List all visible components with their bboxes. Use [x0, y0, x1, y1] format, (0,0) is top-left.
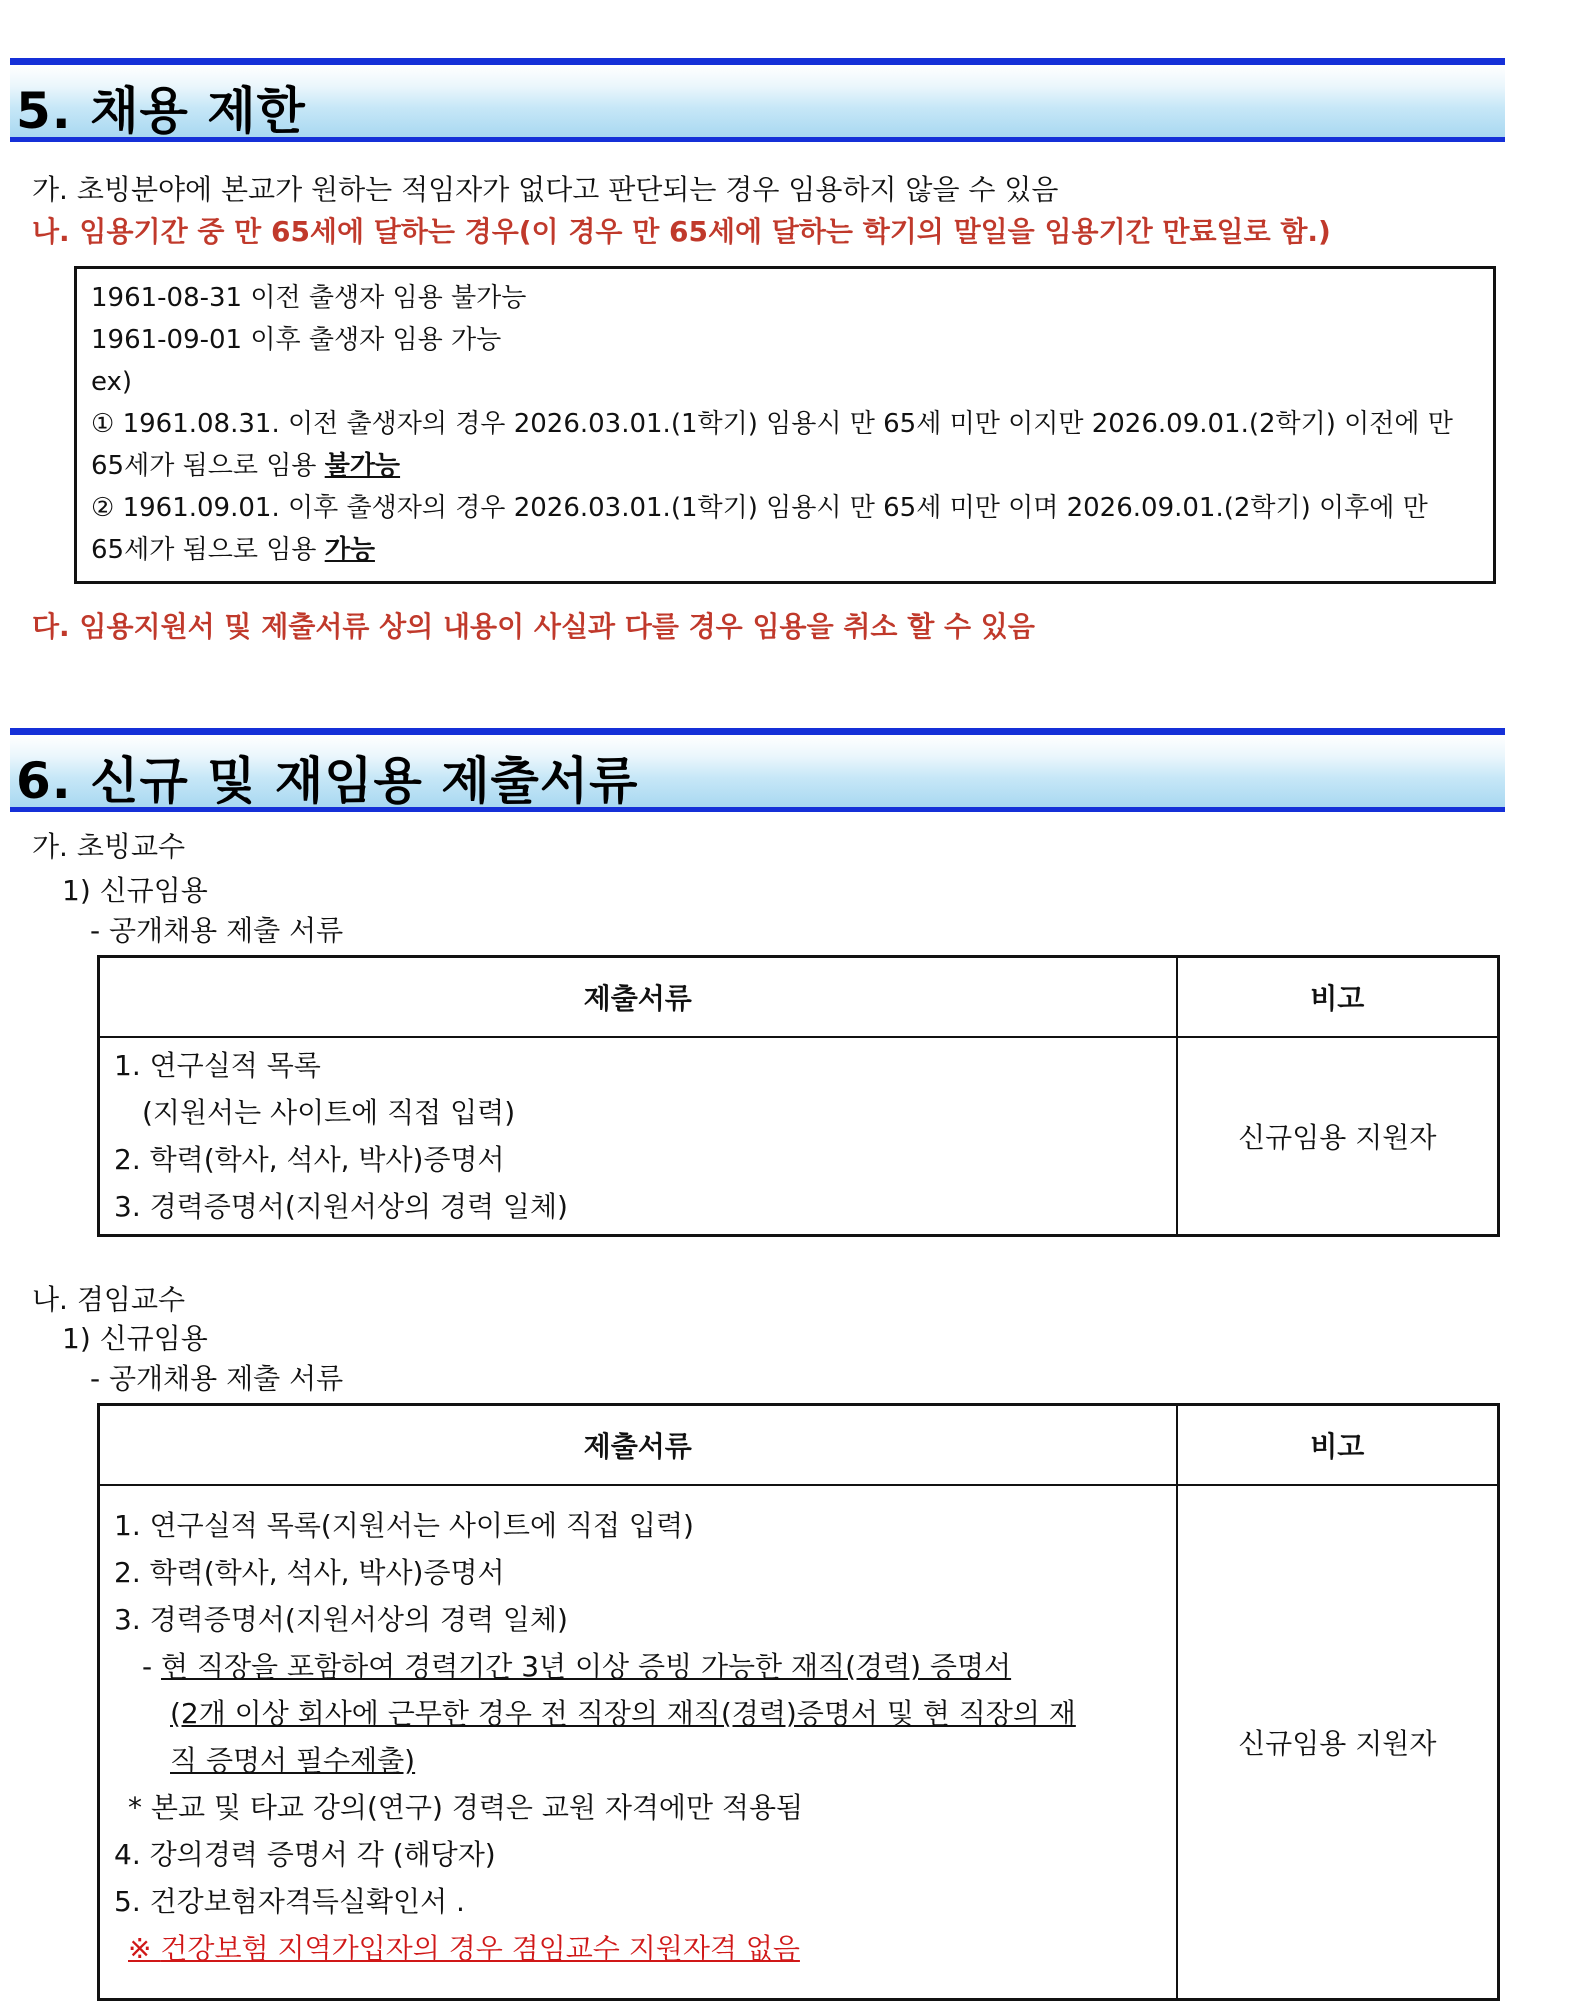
section-5-title: 5. 채용 제한: [16, 82, 306, 140]
example-2-result: 가능: [324, 535, 375, 565]
age-rule-box: [74, 266, 1496, 584]
example-1-line-a: ① 1961.08.31. 이전 출생자의 경우 2026.03.01.(1학기) 임용시 만 65세 미만 이지만 2026.09.01.(2학기) 이전에 만: [91, 409, 1453, 439]
rule-line-1: 1961-08-31 이전 출생자 임용 불가능: [91, 283, 527, 313]
example-1-result: 불가능: [324, 451, 401, 481]
documents-table-adjunct: [97, 1403, 1500, 2001]
doc-item: 5. 건강보험자격득실확인서 .: [114, 1885, 465, 1918]
doc-warning: ※ 건강보험 지역가입자의 경우 겸임교수 지원자격 없음: [128, 1932, 800, 1965]
section-6-title: 6. 신규 및 재임용 제출서류: [16, 752, 639, 810]
rule-line-2: 1961-09-01 이후 출생자 임용 가능: [91, 325, 502, 355]
section-6-header: [10, 728, 1505, 812]
table-header-note: 비고: [1177, 957, 1499, 1038]
restriction-item-na: 나. 임용기간 중 만 65세에 달하는 경우(이 경우 만 65세에 달하는 학기의 말일을 임용기간 만료일로 함.): [32, 215, 1331, 248]
restriction-item-ga: 가. 초빙분야에 본교가 원하는 적임자가 없다고 판단되는 경우 임용하지 않을 수 있음: [32, 173, 1059, 206]
restriction-item-da: 다. 임용지원서 및 제출서류 상의 내용이 사실과 다를 경우 임용을 취소 할 수 있음: [32, 610, 1035, 643]
doc-footnote: * 본교 및 타교 강의(연구) 경력은 교원 자격에만 적용됨: [128, 1791, 804, 1824]
subsection-na-subsub: - 공개채용 제출 서류: [90, 1362, 344, 1395]
note-cell: 신규임용 지원자: [1177, 1485, 1499, 1999]
doc-item: 1. 연구실적 목록(지원서는 사이트에 직접 입력): [114, 1509, 694, 1542]
subsection-na-sub: 1) 신규임용: [62, 1322, 208, 1355]
documents-list-cell: [99, 1037, 1177, 1235]
subsection-na-heading: 나. 겸임교수: [32, 1283, 186, 1316]
documents-table-visiting: [97, 955, 1500, 1237]
doc-item: 3. 경력증명서(지원서상의 경력 일체): [114, 1190, 568, 1223]
table-header-documents: 제출서류: [99, 1405, 1177, 1486]
example-2-line-b: 65세가 됨으로 임용 가능: [91, 535, 375, 565]
rule-line-ex: ex): [91, 367, 133, 397]
doc-subitem: 직 증명서 필수제출): [170, 1744, 416, 1777]
table-header-note: 비고: [1177, 1405, 1499, 1486]
note-cell: 신규임용 지원자: [1177, 1037, 1499, 1235]
doc-item: 1. 연구실적 목록: [114, 1049, 321, 1082]
doc-item: 3. 경력증명서(지원서상의 경력 일체): [114, 1603, 568, 1636]
section-5-header: [10, 58, 1505, 142]
subsection-ga-subsub: - 공개채용 제출 서류: [90, 914, 344, 947]
subsection-ga-sub: 1) 신규임용: [62, 874, 208, 907]
doc-subitem: (2개 이상 회사에 근무한 경우 전 직장의 재직(경력)증명서 및 현 직장의 재: [170, 1697, 1076, 1730]
doc-item: 4. 강의경력 증명서 각 (해당자): [114, 1838, 496, 1871]
doc-item: 2. 학력(학사, 석사, 박사)증명서: [114, 1556, 505, 1589]
table-header-documents: 제출서류: [99, 957, 1177, 1038]
subsection-ga-heading: 가. 초빙교수: [32, 830, 186, 863]
doc-item: (지원서는 사이트에 직접 입력): [142, 1096, 516, 1129]
example-1-line-b: 65세가 됨으로 임용 불가능: [91, 451, 401, 481]
doc-subitem: - 현 직장을 포함하여 경력기간 3년 이상 증빙 가능한 재직(경력) 증명서: [142, 1650, 1012, 1683]
example-2-line-a: ② 1961.09.01. 이후 출생자의 경우 2026.03.01.(1학기) 임용시 만 65세 미만 이며 2026.09.01.(2학기) 이후에 만: [91, 493, 1428, 523]
documents-list-cell: [99, 1485, 1177, 1999]
doc-item: 2. 학력(학사, 석사, 박사)증명서: [114, 1143, 505, 1176]
